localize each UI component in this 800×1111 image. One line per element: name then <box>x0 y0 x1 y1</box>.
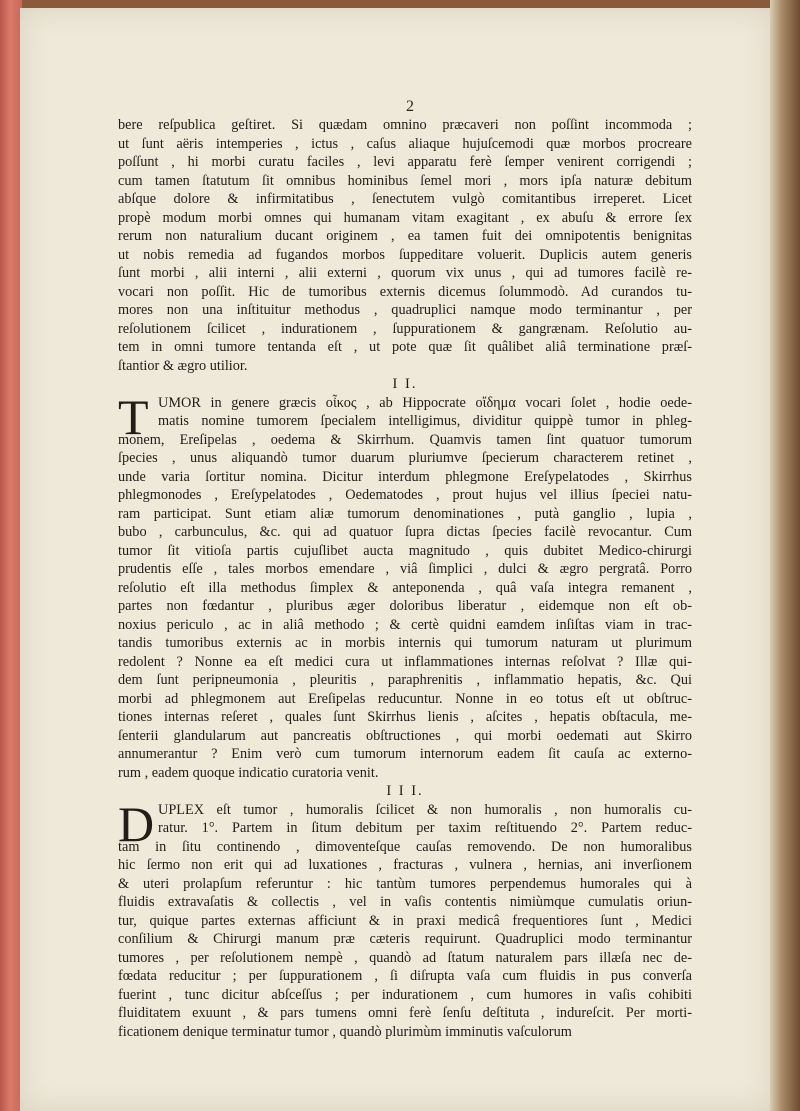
text-line: UMOR in genere græcis οἶκος , ab Hippocrate οἴδημα vocari ſolet , hodie oede- <box>158 394 692 411</box>
text-line: ficationem denique terminatur tumor , quandò plurimùm imminutis vaſculorum <box>118 1023 572 1040</box>
text-line: ut ſunt aëris intemperies , ictus , caſus aliaque hujuſcemodi quæ morbos procreare <box>118 135 692 152</box>
text-line: fluiditatem exuunt , & pars tumens omni ferè ſenſu deſtituta , indureſcit. Per morti- <box>118 1005 692 1021</box>
text-line: tiones internas reſeret , quales ſunt Skirrhus lienis , aſcites , hepatis obſtacula, me- <box>118 709 692 725</box>
text-line: conſilium & Chirurgi manum præ cæteris requirunt. Quadruplici modo terminantur <box>118 931 692 947</box>
section-heading-3: I I I. <box>386 783 424 799</box>
text-line: UPLEX eſt tumor , humoralis ſcilicet & non humoralis , non humoralis cu- <box>158 801 692 818</box>
text-line: bere reſpublica geſtiret. Si quædam omnino præcaveri non poſſint incommoda ; <box>118 117 692 133</box>
text-line: abſque dolore & infirmitatibus , ſenectutem vulgò comitantibus irreperet. Licet <box>118 191 692 207</box>
text-line: morbi ad phlegmonem aut Ereſipelas reducuntur. Nonne in eo totus eſt ut obſtruc- <box>118 690 692 707</box>
text-line: dem ſunt peripneumonia , pleuritis , paraphrenitis , inflammatio hepatis, &c. Qui <box>118 672 692 688</box>
text-line: unde varia ſortitur nomina. Dicitur interdum phlegmone Ereſypelatodes , Skirrhus <box>118 468 692 485</box>
text-line: ſenterii glandularum aut pancreatis obſtructiones , qui morbi oedemati aut Skirro <box>118 727 692 744</box>
text-line: tumores , per reſolutionem nempè , quandò ad ſtatum naturalem pars illæſa nec de- <box>118 949 692 966</box>
dropcap-t: T <box>118 388 149 445</box>
page-number: 2 <box>406 98 414 115</box>
text-line: rerum non naturalium ducant originem , ea tamen fuit dei omnipotentis benignitas <box>118 228 692 244</box>
text-line: mores non una inſtituitur methodus , quadruplici namque modo terminantur , per <box>118 302 692 318</box>
text-line: poſſunt , hi morbi curatu faciles , levi apparatu ferè ſemper venirent corrigendi ; <box>118 154 692 170</box>
text-line: hic ſermo non erit qui ad luxationes , fracturas , vulnera , hernias, ani inverſionem <box>118 857 692 873</box>
text-line: matis nomine tumorem ſpecialem intelligimus, dividitur quippè tumor in phleg- <box>158 413 692 429</box>
dropcap-d: D <box>118 795 155 852</box>
text-line: noxius periculo , ac in aliâ methodo ; & certè quidni eamdem inſiſtas viam in trac- <box>118 616 692 633</box>
text-line: ſtantior & ægro utilior. <box>118 357 248 374</box>
text-line: tur, quique partes externas afficiunt & in praxi medicâ frequentiores ſunt , Medici <box>118 912 692 929</box>
text-line: phlegmonodes , Ereſypelatodes , Oedematodes , prout hujus vel illius ſpeciei natu- <box>118 487 692 503</box>
body-text <box>118 116 692 1041</box>
text-line: ſpecies , unus aliquandò tumor duarum pluriumve ſpecierum characterem retinet , <box>118 450 692 466</box>
text-line: fluidis extravaſatis & collectis , vel in vaſis contentis nimiùmque cumulatis oriun- <box>118 894 692 910</box>
text-line: ut nobis remedia ad fugandos morbos ſuppeditare voluerit. Duplicis autem generis <box>118 246 692 263</box>
text-line: reſolutio eſt illa methodus ſimplex & anteponenda , quâ vaſa integra remanent , <box>118 579 692 596</box>
page-edge <box>770 0 800 1111</box>
text-line: tandis tumoribus externis ac in morbis internis qui tumorum naturam ut plurimum <box>118 635 692 651</box>
text-line: vocari non poſſit. Hic de tumoribus externis dicemus ſolummodò. Ad curandos tu- <box>118 283 692 300</box>
text-line: ram participat. Sunt etiam aliæ tumorum denominationes , putà ganglio , lupia , <box>118 505 692 522</box>
text-line: redolent ? Nonne ea eſt medici cura ut inflammationes internas reſolvat ? Illæ qui- <box>118 653 692 670</box>
text-line: fœdata reducitur ; per ſuppurationem , ſi diſrupta vaſa cum fluidis in pus converſa <box>118 968 692 984</box>
binding-edge <box>0 0 22 1111</box>
text-line: prudentis eſſe , tales morbos emendare , viâ ſimplici , dulci & ægro pergratâ. Porro <box>118 561 692 577</box>
text-line: & uteri prolapſum referuntur : hic tantùm tumores perpendemus humorales qui à <box>118 875 692 892</box>
text-line: monem, Ereſipelas , oedema & Skirrhum. Quamvis tamen ſint quatuor tumorum <box>118 431 692 448</box>
intro-paragraph <box>118 116 692 375</box>
text-line: ſunt morbi , alii interni , alii externi , quorum vix unus , qui ad tumores facilè re- <box>118 265 692 281</box>
text-line: annumerantur ? Enim verò cum tumorum internorum eadem ſit cauſa ac externo- <box>118 746 692 762</box>
text-line: rum , eadem quoque indicatio curatoria venit. <box>118 764 379 781</box>
text-line: bubo , carbunculus, &c. qui ad quatuor ſupra dictas ſpecies facilè revocantur. Cum <box>118 524 692 540</box>
text-line: reſolutionem ſcilicet , indurationem , ſuppurationem & gangrænam. Reſolutio au- <box>118 320 692 337</box>
text-line: ratur. 1°. Partem in ſitum debitum per taxim reſtituendo 2°. Partem reduc- <box>158 820 692 836</box>
section-2-paragraph <box>118 388 692 783</box>
section-heading-2: I I. <box>392 376 418 392</box>
text-line: fuerint , tunc dicitur abſceſſus ; per indurationem , cum humores in vaſis cohibiti <box>118 986 692 1003</box>
text-line: cum tamen ſtatutum ſit omnibus hominibus ſemel mori , mors ipſa naturæ debitum <box>118 172 692 189</box>
text-line: tam in ſitu continendo , dimoventeſque cauſas removendo. De non humoralibus <box>118 838 692 855</box>
text-line: partes non fœdantur , pluribus æger doloribus liberatur , eidemque non eſt ob- <box>118 598 692 614</box>
text-line: tumor ſit vitioſa partis cujuſlibet aucta magnitudo , quis dubitet Medico-chirurgi <box>118 542 692 559</box>
section-3-paragraph <box>118 795 692 1042</box>
text-line: propè modum morbi omnes qui humanam vitam exagitant , ex abuſu & errore ſex <box>118 209 692 226</box>
text-line: tem in omni tumore tentanda eſt , ut pote quæ ſit quâlibet aliâ terminatione præſ- <box>118 339 692 355</box>
